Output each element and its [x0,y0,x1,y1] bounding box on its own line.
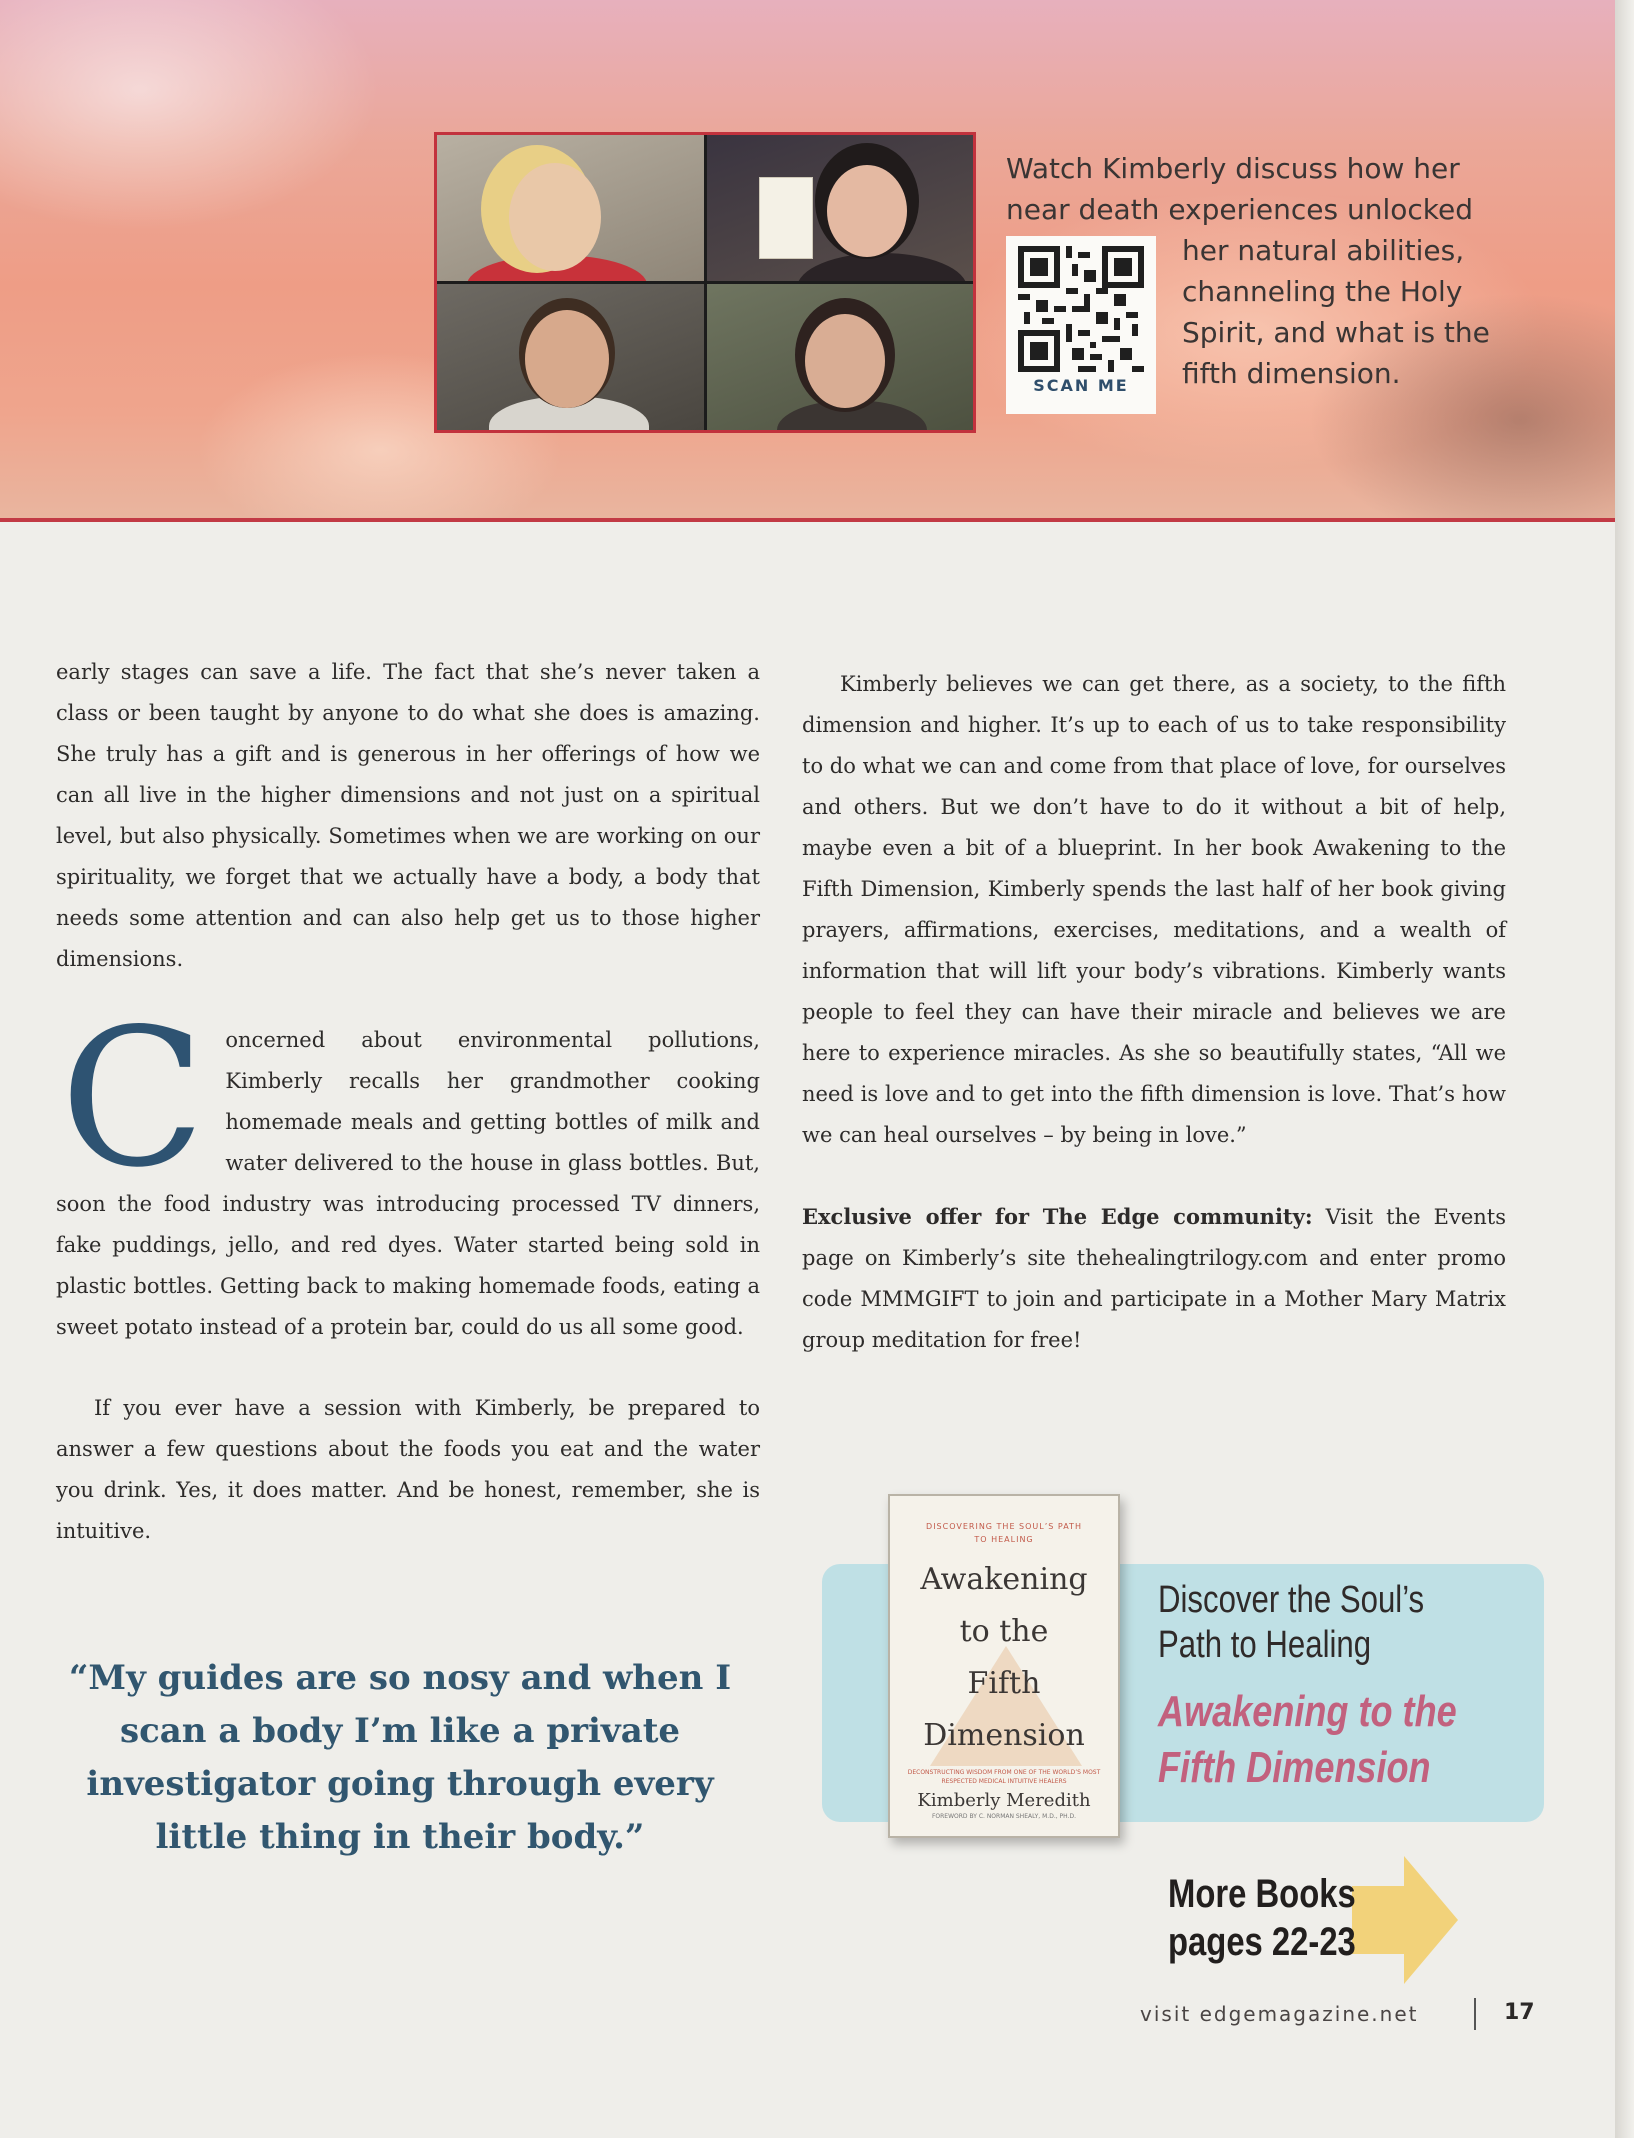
header-banner [0,0,1615,522]
promo-title-line: Awakening to the [1158,1687,1457,1736]
exclusive-offer [802,1196,1506,1361]
video-tile-man-headphones [437,284,704,430]
promo-title-line: Fifth Dimension [1158,1743,1431,1792]
article-right-column [802,664,1506,1361]
right-paragraph-1: Kimberly believes we can get there, as a society, to the fifth dimension and higher. It’s up to each of us to take responsibility to do what we can and come from that place of love, for ourselves and others. But we don’t have to do it without a bit of help, maybe even a bit of a blueprint. In her book Awakening to the Fifth Dimension, Kimberly spends the last half of her book giving prayers, affirmations, exercises, meditations, and a wealth of information that will lift your body’s vibrations. Kimberly wants people to feel they can have their miracle and believes we are here to experience miracles. As she so beautifully states, “All we need is love and to get into the fifth dimension is love. That’s how we can heal ourselves – by being in love.” [802,672,1506,1147]
book-title-line: to the [959,1614,1049,1649]
exclusive-offer-label: Exclusive offer for The Edge community: [802,1204,1313,1229]
promo-heading-line: Path to Healing [1158,1624,1372,1666]
pull-quote: “My guides are so nosy and when I scan a body I’m like a private investigator going through every little thing in their body.” [68,1658,732,1857]
left-paragraph-2: oncerned about environmental pollutions, Kimberly recalls her grandmother cooking homemade meals and getting bottles of milk and water delivered to the house in glass bottles. But, soon the food industry was introducing processed TV dinners, fake puddings, jello, and red dyes. Water started being sold in plastic bottles. Getting back to making homemade foods, eating a sweet potato instead of a protein bar, could do us all some good. [56,1028,760,1339]
book-subtitle: DECONSTRUCTING WISDOM FROM ONE OF THE WORLD’S MOST RESPECTED MEDICAL INTUITIVE HEALERS [907,1769,1101,1785]
book-tagline: DISCOVERING THE SOUL’S PATH TO HEALING [926,1522,1082,1544]
book-title-line: Fifth [967,1666,1041,1701]
left-paragraph-1: early stages can save a life. The fact that she’s never taken a class or been taught by anyone to do what she does is amazing. She truly has a gift and is generous in her offerings of how we can all live in the higher dimensions and not just on a spiritual level, but also physically. Sometimes when we are working on our spirituality, we forget that we actually have a body, a body that needs some attention and can also help get us to those higher dimensions. [56,660,760,971]
dropcap-paragraph [56,988,760,1348]
footer-url[interactable]: visit edgemagazine.net [1140,2002,1419,2026]
promo-heading-line: Discover the Soul’s [1158,1579,1425,1621]
more-books-pages: pages 22-23 [1168,1920,1356,1964]
book-title [890,1554,1118,1762]
dropcap-letter: C [60,988,206,1209]
video-caption: Watch Kimberly discuss how her near death experiences unlocked her natural abilities, channeling the Holy Spirit, and what is the fifth dimension. [1006,152,1490,390]
scan-me-label: SCAN ME [1033,376,1129,395]
book-cover[interactable] [888,1494,1120,1838]
qr-code-card[interactable] [1006,236,1156,414]
book-title-line: Awakening [920,1562,1088,1597]
article-left-column [56,652,760,1552]
page-edge [1615,0,1634,2138]
qr-code-icon [1018,246,1144,372]
video-tile-woman [707,284,974,430]
book-foreword: FOREWORD BY C. NORMAN SHEALY, M.D., PH.D. [931,1813,1077,1820]
left-paragraph-3: If you ever have a session with Kimberly, be prepared to answer a few questions about the foods you eat and the water you drink. Yes, it does matter. And be honest, remember, she is intuitive. [56,1396,760,1543]
exclusive-offer-text: Visit the Events page on Kimberly’s site thehealingtrilogy.com and enter promo code MMMGIFT to join and participate in a Mother Mary Matrix group meditation for free! [802,1205,1506,1352]
video-tile-kimberly [437,135,704,281]
more-books-link[interactable] [1168,1870,1356,1966]
promo-heading [1158,1578,1424,1668]
book-author: Kimberly Meredith [917,1790,1091,1811]
arrow-right-icon [1346,1852,1462,1988]
promo-book-title [1158,1684,1457,1796]
book-title-line: Dimension [923,1718,1085,1753]
more-books-label: More Books [1168,1872,1356,1916]
video-call-screenshot [434,132,976,433]
footer-divider [1474,1998,1476,2030]
video-tile-host-with-book [707,135,974,281]
page-number: 17 [1504,2000,1535,2025]
